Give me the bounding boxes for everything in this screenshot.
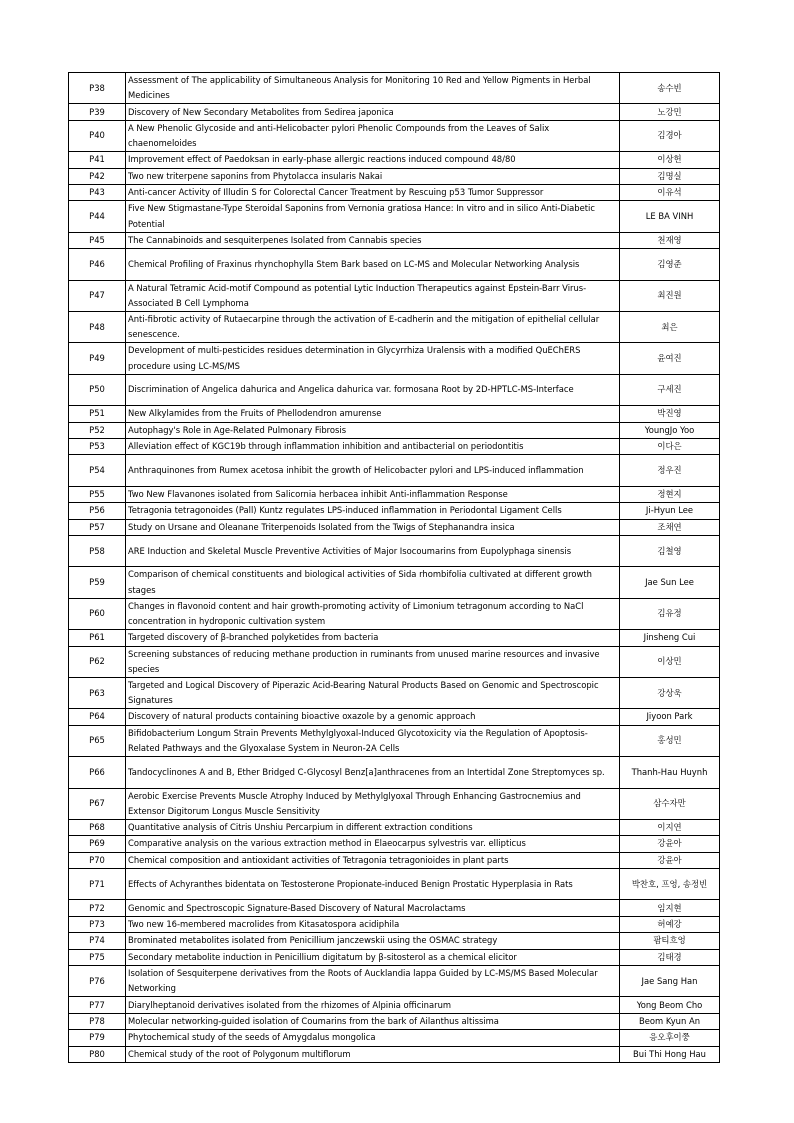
presenter-cell: YoungJo Yoo	[620, 422, 720, 438]
poster-title-cell: The Cannabinoids and sesquiterpenes Isolated from Cannabis species	[126, 232, 620, 248]
presenter-cell: LE BA VINH	[620, 201, 720, 232]
poster-title-cell: Two new triterpene saponins from Phytolacca insularis Nakai	[126, 168, 620, 184]
presenter-cell: Jinsheng Cui	[620, 630, 720, 646]
presenter-cell: 송수빈	[620, 73, 720, 104]
poster-title-cell: Comparative analysis on the various extraction method in Elaeocarpus sylvestris var. ellipticus	[126, 836, 620, 852]
table-row	[69, 406, 720, 422]
poster-title-cell: Quantitative analysis of Citris Unshiu Percarpium in different extraction conditions	[126, 819, 620, 835]
poster-code-cell: P65	[69, 725, 126, 756]
poster-title-cell: Chemical Profiling of Fraxinus rhynchophylla Stem Bark based on LC-MS and Molecular Networking Analysis	[126, 249, 620, 280]
poster-title-cell: Diarylheptanoid derivatives isolated from the rhizomes of Alpinia officinarum	[126, 997, 620, 1013]
table-row	[69, 232, 720, 248]
poster-code-cell: P57	[69, 519, 126, 535]
poster-code-cell: P63	[69, 677, 126, 708]
presenter-cell: 이유석	[620, 184, 720, 200]
poster-code-cell: P73	[69, 916, 126, 932]
poster-code-cell: P56	[69, 503, 126, 519]
presenter-cell: 노강민	[620, 104, 720, 120]
poster-title-cell: Tandocyclinones A and B, Ether Bridged C-Glycosyl Benz[a]anthracenes from an Intertidal Zone Streptomyces sp.	[126, 757, 620, 788]
table-row	[69, 535, 720, 566]
presenter-cell: 팜티흐엉	[620, 933, 720, 949]
poster-code-cell: P74	[69, 933, 126, 949]
poster-code-cell: P42	[69, 168, 126, 184]
poster-title-cell: A New Phenolic Glycoside and anti-Helicobacter pylori Phenolic Compounds from the Leaves of Salix chaenomeloides	[126, 120, 620, 151]
presenter-cell: Bui Thi Hong Hau	[620, 1046, 720, 1062]
poster-code-cell: P41	[69, 152, 126, 168]
poster-code-cell: P58	[69, 535, 126, 566]
presenter-cell: 김경아	[620, 120, 720, 151]
poster-code-cell: P39	[69, 104, 126, 120]
poster-code-cell: P77	[69, 997, 126, 1013]
presenter-cell: 홍성민	[620, 725, 720, 756]
poster-code-cell: P61	[69, 630, 126, 646]
poster-code-cell: P52	[69, 422, 126, 438]
poster-title-cell: Chemical study of the root of Polygonum multiflorum	[126, 1046, 620, 1062]
presenter-cell: 구세진	[620, 374, 720, 405]
table-row	[69, 120, 720, 151]
presenter-cell: 김태경	[620, 949, 720, 965]
poster-title-cell: Secondary metabolite induction in Penicillium digitatum by β-sitosterol as a chemical elicitor	[126, 949, 620, 965]
poster-code-cell: P54	[69, 455, 126, 486]
table-row	[69, 311, 720, 342]
presenter-cell: 김명실	[620, 168, 720, 184]
poster-title-cell: Aerobic Exercise Prevents Muscle Atrophy Induced by Methylglyoxal Through Enhancing Gastrocnemius and Extensor Digitorum Longus Muscle Sensitivity	[126, 788, 620, 819]
table-row	[69, 168, 720, 184]
table-row	[69, 280, 720, 311]
poster-code-cell: P72	[69, 900, 126, 916]
poster-code-cell: P44	[69, 201, 126, 232]
poster-title-cell: ARE Induction and Skeletal Muscle Preventive Activities of Major Isocoumarins from Eupolyphaga sinensis	[126, 535, 620, 566]
table-row	[69, 949, 720, 965]
poster-title-cell: Phytochemical study of the seeds of Amygdalus mongolica	[126, 1030, 620, 1046]
presenter-cell: 최진원	[620, 280, 720, 311]
poster-title-cell: Discovery of natural products containing bioactive oxazole by a genomic approach	[126, 709, 620, 725]
table-row	[69, 757, 720, 788]
presenter-cell: Yong Beom Cho	[620, 997, 720, 1013]
poster-code-cell: P62	[69, 646, 126, 677]
table-row	[69, 1013, 720, 1029]
table-row	[69, 567, 720, 598]
table-row	[69, 201, 720, 232]
presenter-cell: 윤여진	[620, 343, 720, 374]
poster-title-cell: Effects of Achyranthes bidentata on Testosterone Propionate-induced Benign Prostatic Hyperplasia in Rats	[126, 869, 620, 900]
presenter-cell: 이지연	[620, 819, 720, 835]
presenter-cell: Thanh-Hau Huynh	[620, 757, 720, 788]
poster-title-cell: Tetragonia tetragonoides (Pall) Kuntz regulates LPS-induced inflammation in Periodontal Ligament Cells	[126, 503, 620, 519]
poster-title-cell: Targeted and Logical Discovery of Piperazic Acid-Bearing Natural Products Based on Genomic and Spectroscopic Signatures	[126, 677, 620, 708]
table-row	[69, 73, 720, 104]
poster-code-cell: P68	[69, 819, 126, 835]
presenter-cell: Ji-Hyun Lee	[620, 503, 720, 519]
poster-code-cell: P78	[69, 1013, 126, 1029]
table-row	[69, 152, 720, 168]
poster-title-cell: Study on Ursane and Oleanane Triterpenoids Isolated from the Twigs of Stephanandra insica	[126, 519, 620, 535]
poster-title-cell: Alleviation effect of KGC19b through inflammation inhibition and antibacterial on periodontitis	[126, 438, 620, 454]
presenter-cell: 김유정	[620, 598, 720, 629]
table-row	[69, 455, 720, 486]
poster-title-cell: Five New Stigmastane-Type Steroidal Saponins from Vernonia gratiosa Hance: In vitro and in silico Anti-Diabetic Potential	[126, 201, 620, 232]
presenter-cell: Jiyoon Park	[620, 709, 720, 725]
table-row	[69, 869, 720, 900]
table-row	[69, 598, 720, 629]
poster-code-cell: P67	[69, 788, 126, 819]
presenter-cell: 응오후이쭝	[620, 1030, 720, 1046]
poster-title-cell: Chemical composition and antioxidant activities of Tetragonia tetragonioides in plant parts	[126, 852, 620, 868]
poster-code-cell: P59	[69, 567, 126, 598]
table-row	[69, 852, 720, 868]
presenter-cell: 김영준	[620, 249, 720, 280]
table-row	[69, 343, 720, 374]
poster-code-cell: P64	[69, 709, 126, 725]
poster-code-cell: P60	[69, 598, 126, 629]
table-row	[69, 916, 720, 932]
presenter-cell: 조채연	[620, 519, 720, 535]
poster-title-cell: Improvement effect of Paedoksan in early-phase allergic reactions induced compound 48/80	[126, 152, 620, 168]
poster-title-cell: Genomic and Spectroscopic Signature-Based Discovery of Natural Macrolactams	[126, 900, 620, 916]
table-row	[69, 1030, 720, 1046]
poster-title-cell: Discrimination of Angelica dahurica and Angelica dahurica var. formosana Root by 2D-HPTLC-MS-Interface	[126, 374, 620, 405]
table-body	[69, 73, 720, 1063]
table-row	[69, 677, 720, 708]
poster-title-cell: Two new 16-membered macrolides from Kitasatospora acidiphila	[126, 916, 620, 932]
poster-code-cell: P79	[69, 1030, 126, 1046]
presenter-cell: 이상헌	[620, 152, 720, 168]
table-row	[69, 933, 720, 949]
poster-code-cell: P70	[69, 852, 126, 868]
poster-code-cell: P45	[69, 232, 126, 248]
poster-title-cell: Bifidobacterium Longum Strain Prevents Methylglyoxal-Induced Glycotoxicity via the Regulation of Apoptosis-Related Pathways and the Glyoxalase System in Neuron-2A Cells	[126, 725, 620, 756]
poster-code-cell: P55	[69, 486, 126, 502]
presenter-cell: 이상민	[620, 646, 720, 677]
poster-title-cell: Screening substances of reducing methane production in ruminants from unused marine resources and invasive species	[126, 646, 620, 677]
table-row	[69, 788, 720, 819]
presenter-cell: Jae Sun Lee	[620, 567, 720, 598]
poster-code-cell: P76	[69, 966, 126, 997]
table-row	[69, 646, 720, 677]
presenter-cell: 임지현	[620, 900, 720, 916]
presenter-cell: 이다은	[620, 438, 720, 454]
table-row	[69, 249, 720, 280]
poster-title-cell: Autophagy's Role in Age-Related Pulmonary Fibrosis	[126, 422, 620, 438]
poster-title-cell: A Natural Tetramic Acid-motif Compound as potential Lytic Induction Therapeutics against Epstein-Barr Virus-Associated B Cell Lymphoma	[126, 280, 620, 311]
poster-code-cell: P50	[69, 374, 126, 405]
poster-code-cell: P49	[69, 343, 126, 374]
table-row	[69, 836, 720, 852]
poster-title-cell: Comparison of chemical constituents and biological activities of Sida rhombifolia cultivated at different growth stages	[126, 567, 620, 598]
poster-code-cell: P48	[69, 311, 126, 342]
poster-code-cell: P38	[69, 73, 126, 104]
poster-code-cell: P80	[69, 1046, 126, 1062]
presenter-cell: 정우진	[620, 455, 720, 486]
table-row	[69, 486, 720, 502]
poster-title-cell: Anti-cancer Activity of Illudin S for Colorectal Cancer Treatment by Rescuing p53 Tumor Suppressor	[126, 184, 620, 200]
presenter-cell: 강윤아	[620, 836, 720, 852]
table-row	[69, 709, 720, 725]
presenter-cell: 강상욱	[620, 677, 720, 708]
poster-title-cell: Targeted discovery of β-branched polyketides from bacteria	[126, 630, 620, 646]
table-row	[69, 630, 720, 646]
table-row	[69, 966, 720, 997]
poster-title-cell: Anthraquinones from Rumex acetosa inhibit the growth of Helicobacter pylori and LPS-induced inflammation	[126, 455, 620, 486]
presenter-cell: 박진영	[620, 406, 720, 422]
table-row	[69, 438, 720, 454]
poster-schedule-table	[68, 72, 720, 1063]
poster-code-cell: P51	[69, 406, 126, 422]
poster-title-cell: Brominated metabolites isolated from Penicillium janczewskii using the OSMAC strategy	[126, 933, 620, 949]
poster-code-cell: P69	[69, 836, 126, 852]
table-row	[69, 184, 720, 200]
presenter-cell: 허예강	[620, 916, 720, 932]
poster-title-cell: Development of multi-pesticides residues determination in Glycyrrhiza Uralensis with a modified QuEChERS procedure using LC-MS/MS	[126, 343, 620, 374]
table-row	[69, 1046, 720, 1062]
table-row	[69, 422, 720, 438]
poster-code-cell: P66	[69, 757, 126, 788]
poster-title-cell: Changes in flavonoid content and hair growth-promoting activity of Limonium tetragonum according to NaCl concentration in hydroponic cultivation system	[126, 598, 620, 629]
poster-code-cell: P46	[69, 249, 126, 280]
table-row	[69, 819, 720, 835]
table-row	[69, 503, 720, 519]
poster-title-cell: New Alkylamides from the Fruits of Phellodendron amurense	[126, 406, 620, 422]
poster-title-cell: Isolation of Sesquiterpene derivatives from the Roots of Aucklandia lappa Guided by LC-MS/MS Based Molecular Networking	[126, 966, 620, 997]
poster-code-cell: P47	[69, 280, 126, 311]
presenter-cell: 강윤아	[620, 852, 720, 868]
presenter-cell: Jae Sang Han	[620, 966, 720, 997]
presenter-cell: Beom Kyun An	[620, 1013, 720, 1029]
presenter-cell: 박찬호, 프엉, 송정빈	[620, 869, 720, 900]
poster-title-cell: Assessment of The applicability of Simultaneous Analysis for Monitoring 10 Red and Yellow Pigments in Herbal Medicines	[126, 73, 620, 104]
poster-code-cell: P43	[69, 184, 126, 200]
table-row	[69, 900, 720, 916]
table-row	[69, 104, 720, 120]
poster-code-cell: P71	[69, 869, 126, 900]
poster-title-cell: Anti-fibrotic activity of Rutaecarpine through the activation of E-cadherin and the mitigation of epithelial cellular senescence.	[126, 311, 620, 342]
poster-code-cell: P40	[69, 120, 126, 151]
poster-code-cell: P53	[69, 438, 126, 454]
presenter-cell: 천재영	[620, 232, 720, 248]
table-row	[69, 725, 720, 756]
table-row	[69, 374, 720, 405]
table-row	[69, 997, 720, 1013]
presenter-cell: 정현지	[620, 486, 720, 502]
poster-code-cell: P75	[69, 949, 126, 965]
presenter-cell: 최은	[620, 311, 720, 342]
table-row	[69, 519, 720, 535]
poster-title-cell: Molecular networking-guided isolation of Coumarins from the bark of Ailanthus altissima	[126, 1013, 620, 1029]
poster-title-cell: Two New Flavanones isolated from Salicornia herbacea inhibit Anti-inflammation Response	[126, 486, 620, 502]
presenter-cell: 김철영	[620, 535, 720, 566]
poster-title-cell: Discovery of New Secondary Metabolites from Sedirea japonica	[126, 104, 620, 120]
presenter-cell: 삼수자만	[620, 788, 720, 819]
